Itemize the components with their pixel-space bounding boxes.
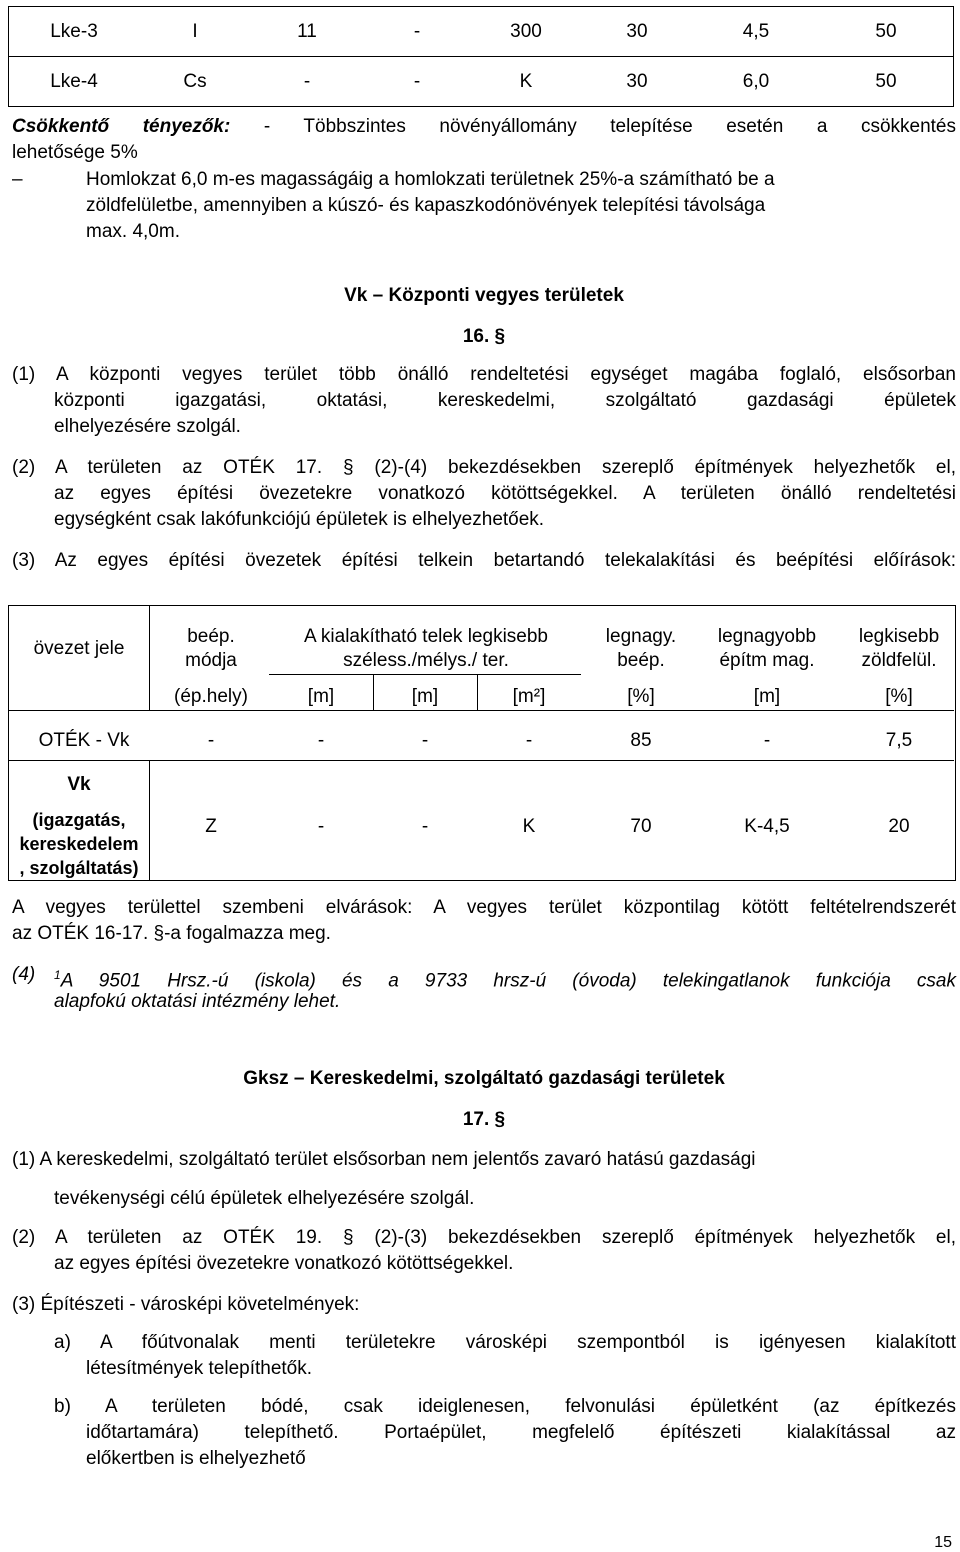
table-cell: - — [421, 816, 429, 837]
unit-cell: [%] — [885, 686, 913, 707]
table-divider — [149, 760, 150, 880]
p4-line2: alapfokú oktatási intézmény lehet. — [54, 991, 341, 1012]
header-zone: övezet jele — [33, 638, 125, 659]
table-cell: 30 — [581, 57, 693, 107]
header-mode-2: módja — [185, 650, 237, 671]
table-divider — [9, 710, 954, 711]
p4-line1-text: A 9501 Hrsz.-ú (iskola) és a 9733 hrsz-ú (óvoda) telekingatlanok funkciója csak — [60, 970, 956, 992]
table-cell: - — [317, 730, 325, 751]
vk-row-label-4: , szolgáltatás) — [19, 858, 139, 878]
table-cell: K — [471, 57, 581, 107]
table-divider — [9, 760, 954, 761]
unit-cell: [%] — [627, 686, 655, 707]
header-max-coverage-1: legnagy. — [605, 626, 677, 647]
table-cell: 6,0 — [693, 57, 819, 107]
gksz-item-b-line3: előkertben is elhelyezhető — [86, 1448, 306, 1469]
table-cell: 7,5 — [885, 730, 913, 751]
table-cell: 20 — [888, 816, 910, 837]
vk-paragraph-3: (3) Az egyes építési övezetek építési telkein betartandó telekalakítási és beépítési előírások: — [12, 550, 956, 571]
header-plot-2: széless./mélys./ ter. — [343, 650, 509, 671]
table-cell: 50 — [875, 20, 897, 42]
vk-paragraph-1-line1: (1) A központi vegyes terület több önálló rendeltetési egységet magába foglaló, elsősorban — [12, 364, 956, 385]
facade-bullet-line2: zöldfelületbe, amennyiben a kúszó- és kapaszkodónövények telepítési távolsága — [86, 195, 766, 216]
reducing-factors-text: - Többszintes növényállomány telepítése esetén a csökkentés — [263, 116, 956, 137]
unit-cell: [m] — [411, 686, 439, 707]
dash-bullet: – — [12, 169, 23, 190]
otek-row-label: OTÉK - Vk — [38, 730, 130, 751]
vk-paragraph-1-line3: elhelyezésére szolgál. — [54, 416, 241, 437]
table-cell: - — [363, 57, 471, 107]
gksz-heading: Gksz – Kereskedelmi, szolgáltató gazdasági területek — [243, 1068, 725, 1089]
table-cell: - — [317, 816, 325, 837]
table-cell: - — [421, 730, 429, 751]
reducing-factors-line2: lehetősége 5% — [12, 142, 138, 163]
vk-zone-table — [8, 605, 956, 881]
vk-row-label-2: (igazgatás, — [32, 810, 126, 830]
unit-cell: (ép.hely) — [174, 686, 248, 707]
gksz-paragraph-3: (3) Építészeti - városképi követelmények: — [12, 1294, 360, 1315]
unit-cell: [m²] — [512, 686, 546, 707]
p4-prefix — [12, 962, 35, 988]
gksz-item-b-line2: időtartamára) telepíthető. Portaépület, megfelelő építészeti kialakítással az — [86, 1422, 956, 1443]
section-16: 16. § — [462, 326, 506, 347]
facade-bullet-line3: max. 4,0m. — [86, 221, 180, 242]
section-17: 17. § — [462, 1109, 506, 1130]
table-cell: K-4,5 — [744, 816, 790, 837]
table-cell: Z — [205, 816, 217, 837]
table-row — [9, 7, 954, 57]
reducing-factors-label: Csökkentő tényezők: — [12, 116, 231, 137]
header-mode-1: beép. — [187, 626, 235, 647]
table-cell: 4,5 — [742, 20, 770, 42]
header-max-coverage-2: beép. — [617, 650, 665, 671]
table-row — [9, 57, 954, 107]
table-cell: 85 — [630, 730, 652, 751]
vk-heading: Vk – Központi vegyes területek — [344, 285, 624, 306]
vk-paragraph-2-line1: (2) A területen az OTÉK 17. § (2)-(4) bekezdésekben szereplő építmények helyezhetők el, — [12, 457, 956, 478]
table-cell: 11 — [297, 20, 317, 42]
table-cell: - — [413, 20, 421, 42]
table-cell: - — [763, 730, 771, 751]
header-max-height-2: építm mag. — [719, 650, 815, 671]
table-divider — [269, 674, 581, 675]
top-zone-table — [8, 6, 954, 107]
table-cell: - — [207, 730, 215, 751]
header-plot-1: A kialakítható telek legkisebb — [304, 626, 548, 647]
header-min-green-2: zöldfelül. — [861, 650, 937, 671]
vk-paragraph-2-line3: egységként csak lakófunkciójú épületek is elhelyezhetőek. — [54, 509, 545, 530]
gksz-paragraph-2-line1: (2) A területen az OTÉK 19. § (2)-(3) bekezdésekben szereplő építmények helyezhetők el, — [12, 1227, 956, 1248]
expectations-line2: az OTÉK 16-17. §-a fogalmazza meg. — [12, 923, 331, 944]
table-cell: 30 — [626, 20, 648, 42]
gksz-paragraph-2-line2: az egyes építési övezetekre vonatkozó kötöttségekkel. — [54, 1253, 514, 1274]
table-cell: K — [522, 816, 536, 837]
header-min-green-1: legkisebb — [858, 626, 940, 647]
table-cell: I — [192, 20, 198, 42]
expectations-line1: A vegyes területtel szembeni elvárások: A vegyes terület központilag kötött feltételrendszerét — [12, 897, 956, 918]
table-cell: 50 — [819, 57, 954, 107]
header-max-height-1: legnagyobb — [717, 626, 817, 647]
table-cell: - — [525, 730, 533, 751]
vk-paragraph-2-line2: az egyes építési övezetekre vonatkozó kötöttségekkel. A területen önálló rendeltetési — [54, 483, 956, 504]
vk-row-label-1: Vk — [67, 774, 91, 795]
footnote-marker: 1 — [54, 968, 61, 982]
table-divider — [149, 606, 150, 710]
gksz-item-b-line1: b) A területen bódé, csak ideiglenesen, felvonulási épületként (az építkezés — [54, 1396, 956, 1417]
gksz-item-a-line2: létesítmények telepíthetők. — [86, 1358, 313, 1379]
page-number: 15 — [934, 1534, 952, 1551]
gksz-item-a-line1: a) A főútvonalak menti területekre városképi szempontból is igényesen kialakított — [54, 1332, 956, 1353]
unit-cell: [m] — [753, 686, 781, 707]
table-cell: Lke-4 — [9, 57, 140, 107]
gksz-paragraph-1-line1: (1) A kereskedelmi, szolgáltató terület elsősorban nem jelentős zavaró hatású gazdasági — [12, 1149, 756, 1170]
vk-paragraph-1-line2: központi igazgatási, oktatási, kereskedelmi, szolgáltató gazdasági épületek — [54, 390, 956, 411]
p4-number: (4) — [12, 964, 36, 985]
unit-cell: [m] — [307, 686, 335, 707]
reducing-factors-line1 — [12, 114, 956, 140]
table-cell: Lke-3 — [50, 20, 98, 42]
table-cell: 70 — [630, 816, 652, 837]
table-cell: Cs — [139, 57, 251, 107]
table-cell: - — [251, 57, 363, 107]
vk-row-label-3: kereskedelem — [19, 834, 139, 854]
table-cell: 300 — [510, 20, 542, 42]
facade-bullet-line1: Homlokzat 6,0 m-es magasságáig a homlokzati területnek 25%-a számítható be a — [86, 169, 775, 190]
gksz-paragraph-1-line2: tevékenységi célú épületek elhelyezésére szolgál. — [54, 1188, 475, 1209]
